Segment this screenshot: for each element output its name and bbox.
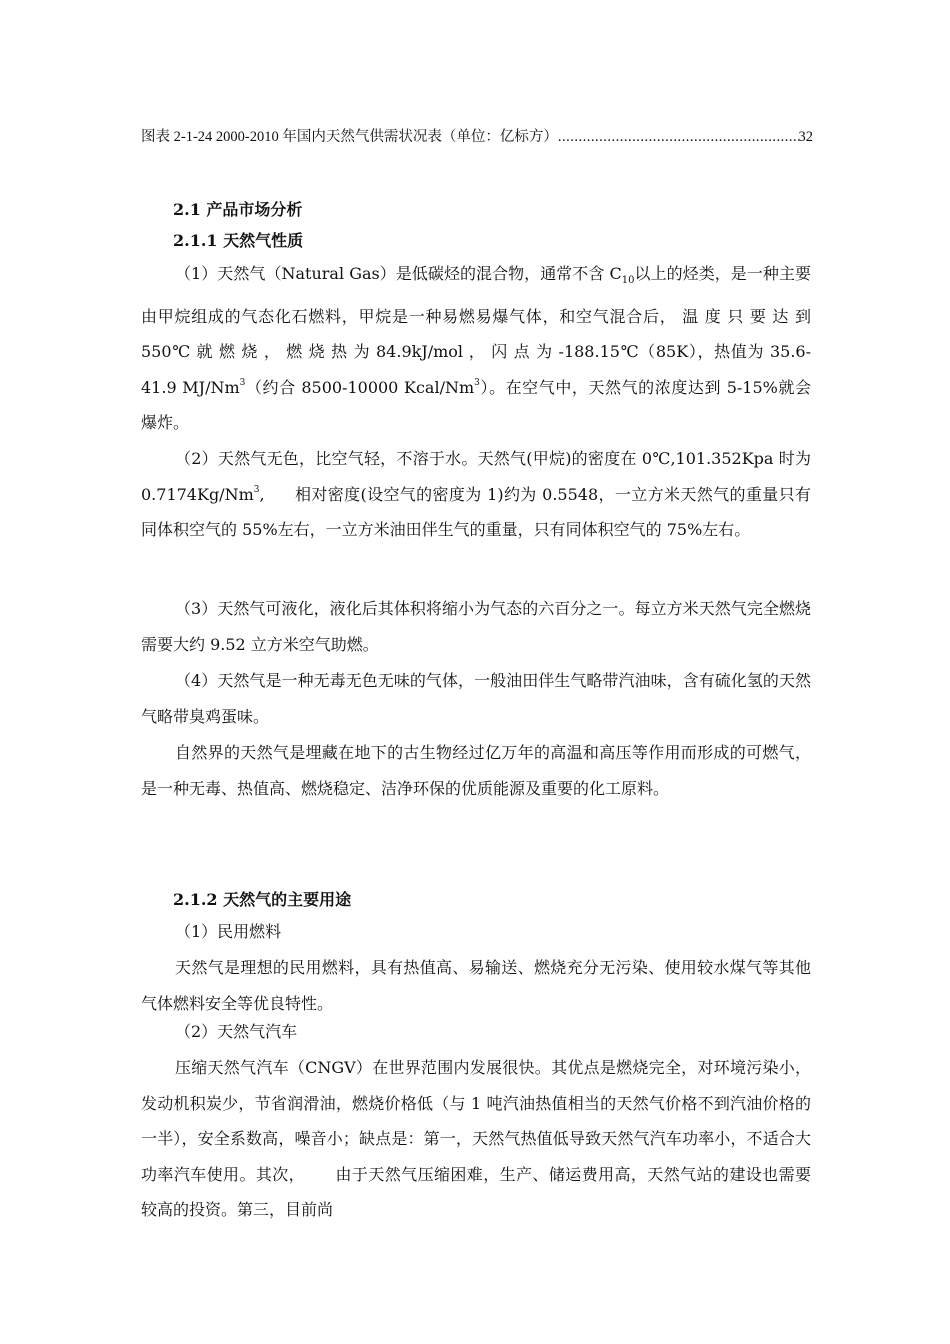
paragraph-nature-1: （1）天然气（Natural Gas）是低碳烃的混合物，通常不含 $C_{10}$以上的烃类，是一种主要由甲烷组成的气态化石燃料，甲烷是一种易燃易爆气体，和空气混合后， 温 度 只 要 达 到 550℃ 就 燃 烧 ， 燃 烧 热 为 84.9kJ/mol ， 闪 点 为 -188.15℃（85K），热值为 35.6-41.9 MJ/Nm$^3$（约合 8500-10000 Kcal/Nm$^3$）。在空气中，天然气的浓度达到 5-15%就会爆炸。 [141,264,811,433]
use-1-text: 天然气是理想的民用燃料，具有热值高、易输送、燃烧充分无污染、使用较水煤气等其他气体燃料安全等优良特性。 [141,958,811,1013]
paragraph-nature-2: （2）天然气无色，比空气轻，不溶于水。天然气(甲烷)的密度在 0℃,101.352Kpa 时为 0.7174Kg/Nm$^3$, 相对密度(设空气的密度为 1)约为 0.5548，一立方米天然气的重量只有同体积空气的 55%左右，一立方米油田伴生气的重量，只有同体积空气的 75%左右。 [141,449,811,539]
use-1-title: （1）民用燃料 [175,922,282,941]
toc-entry-page: 32 [798,129,813,145]
use-2-title: （2）天然气汽车 [175,1022,298,1041]
use-2-text: 压缩天然气汽车（CNGV）在世界范围内发展很快。其优点是燃烧完全，对环境污染小，发动机积炭少，节省润滑油，燃烧价格低（与 1 吨汽油热值相当的天然气价格不到汽油价格的一半），安全系数高，噪音小；缺点是：第一，天然气热值低导致天然气汽车功率小，不适合大功率汽车使用。其次， 由于天然气压缩困难，生产、储运费用高，天然气站的建设也需要较高的投资。第三，目前尚 [141,1058,811,1219]
toc-leader-dots [558,129,799,146]
section-heading-2-1-1: 2.1.1 天然气性质 [173,231,304,250]
paragraph-nature-4: （4）天然气是一种无毒无色无味的气体，一般油田伴生气略带汽油味，含有硫化氢的天然气略带臭鸡蛋味。 [141,671,811,726]
section-heading-2-1-2: 2.1.2 天然气的主要用途 [173,890,352,909]
toc-entry[interactable] [141,125,813,146]
section-heading-2-1: 2.1 产品市场分析 [173,200,303,219]
paragraph-nature-3: （3）天然气可液化，液化后其体积将缩小为气态的六百分之一。每立方米天然气完全燃烧需要大约 9.52 立方米空气助燃。 [141,599,811,654]
paragraph-nature-summary: 自然界的天然气是埋藏在地下的古生物经过亿万年的高温和高压等作用而形成的可燃气，是一种无毒、热值高、燃烧稳定、洁净环保的优质能源及重要的化工原料。 [141,743,811,798]
toc-entry-label: 图表 2-1-24 2000-2010 年国内天然气供需状况表（单位：亿标方） [141,129,558,145]
